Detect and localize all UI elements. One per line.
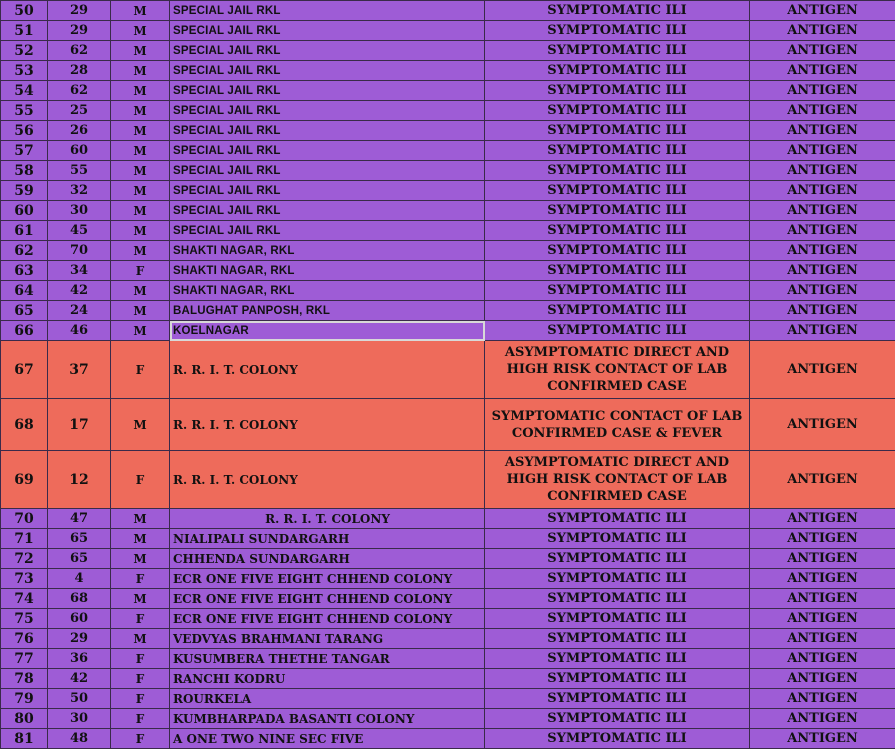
table-row bbox=[1, 341, 895, 399]
address-cell[interactable]: SPECIAL JAIL RKL bbox=[170, 81, 485, 101]
age-cell[interactable]: 30 bbox=[48, 709, 111, 729]
serial-number-cell[interactable]: 51 bbox=[1, 21, 48, 41]
test-type-cell[interactable]: ANTIGEN bbox=[750, 609, 895, 629]
address-cell[interactable]: ROURKELA bbox=[170, 689, 485, 709]
age-cell[interactable]: 47 bbox=[48, 509, 111, 529]
test-type-cell[interactable]: ANTIGEN bbox=[750, 201, 895, 221]
sex-cell[interactable]: M bbox=[111, 21, 170, 41]
table-row bbox=[1, 301, 895, 321]
address-cell[interactable]: SPECIAL JAIL RKL bbox=[170, 181, 485, 201]
serial-number-cell[interactable]: 67 bbox=[1, 341, 48, 399]
address-cell[interactable]: SPECIAL JAIL RKL bbox=[170, 61, 485, 81]
category-cell[interactable]: SYMPTOMATIC ILI bbox=[485, 101, 750, 121]
category-cell[interactable]: SYMPTOMATIC ILI bbox=[485, 21, 750, 41]
sex-cell[interactable]: M bbox=[111, 241, 170, 261]
serial-number-cell[interactable]: 81 bbox=[1, 729, 48, 749]
sex-cell[interactable]: F bbox=[111, 669, 170, 689]
age-cell[interactable]: 45 bbox=[48, 221, 111, 241]
address-cell[interactable]: CHHENDA SUNDARGARH bbox=[170, 549, 485, 569]
sex-cell[interactable]: F bbox=[111, 689, 170, 709]
address-cell[interactable]: R. R. I. T. COLONY bbox=[170, 399, 485, 451]
test-type-cell[interactable]: ANTIGEN bbox=[750, 569, 895, 589]
table-row bbox=[1, 41, 895, 61]
table-row bbox=[1, 181, 895, 201]
serial-number-cell[interactable]: 61 bbox=[1, 221, 48, 241]
age-cell[interactable]: 4 bbox=[48, 569, 111, 589]
serial-number-cell[interactable]: 63 bbox=[1, 261, 48, 281]
test-type-cell[interactable]: ANTIGEN bbox=[750, 181, 895, 201]
serial-number-cell[interactable]: 56 bbox=[1, 121, 48, 141]
test-type-cell[interactable]: ANTIGEN bbox=[750, 451, 895, 509]
test-type-cell[interactable]: ANTIGEN bbox=[750, 649, 895, 669]
age-cell[interactable]: 24 bbox=[48, 301, 111, 321]
test-type-cell[interactable]: ANTIGEN bbox=[750, 161, 895, 181]
serial-number-cell[interactable]: 73 bbox=[1, 569, 48, 589]
address-cell[interactable]: SPECIAL JAIL RKL bbox=[170, 21, 485, 41]
address-cell[interactable]: KUSUMBERA THETHE TANGAR bbox=[170, 649, 485, 669]
test-type-cell[interactable]: ANTIGEN bbox=[750, 1, 895, 21]
address-cell[interactable]: SPECIAL JAIL RKL bbox=[170, 41, 485, 61]
age-cell[interactable]: 29 bbox=[48, 629, 111, 649]
category-cell[interactable]: SYMPTOMATIC ILI bbox=[485, 241, 750, 261]
sex-cell[interactable]: M bbox=[111, 281, 170, 301]
serial-number-cell[interactable]: 70 bbox=[1, 509, 48, 529]
category-cell[interactable]: SYMPTOMATIC ILI bbox=[485, 161, 750, 181]
sex-cell[interactable]: M bbox=[111, 61, 170, 81]
category-cell[interactable]: SYMPTOMATIC ILI bbox=[485, 589, 750, 609]
category-cell[interactable]: SYMPTOMATIC ILI bbox=[485, 529, 750, 549]
table-row bbox=[1, 61, 895, 81]
test-type-cell[interactable]: ANTIGEN bbox=[750, 221, 895, 241]
age-cell[interactable]: 60 bbox=[48, 609, 111, 629]
address-cell[interactable]: R. R. I. T. COLONY bbox=[170, 451, 485, 509]
serial-number-cell[interactable]: 64 bbox=[1, 281, 48, 301]
address-cell[interactable]: ECR ONE FIVE EIGHT CHHEND COLONY bbox=[170, 589, 485, 609]
serial-number-cell[interactable]: 62 bbox=[1, 241, 48, 261]
table-row bbox=[1, 609, 895, 629]
category-cell[interactable]: SYMPTOMATIC ILI bbox=[485, 81, 750, 101]
age-cell[interactable]: 32 bbox=[48, 181, 111, 201]
address-cell[interactable]: SHAKTI NAGAR, RKL bbox=[170, 281, 485, 301]
category-cell[interactable]: SYMPTOMATIC CONTACT OF LAB CONFIRMED CASE & FEVER bbox=[485, 399, 750, 451]
address-cell[interactable]: RANCHI KODRU bbox=[170, 669, 485, 689]
age-cell[interactable]: 55 bbox=[48, 161, 111, 181]
table-row bbox=[1, 121, 895, 141]
age-cell[interactable]: 17 bbox=[48, 399, 111, 451]
test-type-cell[interactable]: ANTIGEN bbox=[750, 399, 895, 451]
table-row bbox=[1, 451, 895, 509]
table-row bbox=[1, 281, 895, 301]
category-cell[interactable]: SYMPTOMATIC ILI bbox=[485, 41, 750, 61]
category-cell[interactable]: SYMPTOMATIC ILI bbox=[485, 201, 750, 221]
sex-cell[interactable]: M bbox=[111, 589, 170, 609]
address-cell[interactable]: SHAKTI NAGAR, RKL bbox=[170, 241, 485, 261]
sex-cell[interactable]: M bbox=[111, 101, 170, 121]
sex-cell[interactable]: M bbox=[111, 509, 170, 529]
table-row bbox=[1, 21, 895, 41]
serial-number-cell[interactable]: 76 bbox=[1, 629, 48, 649]
age-cell[interactable]: 30 bbox=[48, 201, 111, 221]
sex-cell[interactable]: M bbox=[111, 399, 170, 451]
age-cell[interactable]: 65 bbox=[48, 549, 111, 569]
table-row bbox=[1, 81, 895, 101]
test-type-cell[interactable]: ANTIGEN bbox=[750, 549, 895, 569]
category-cell[interactable]: SYMPTOMATIC ILI bbox=[485, 709, 750, 729]
category-cell[interactable]: SYMPTOMATIC ILI bbox=[485, 121, 750, 141]
age-cell[interactable]: 60 bbox=[48, 141, 111, 161]
sex-cell[interactable]: F bbox=[111, 729, 170, 749]
address-cell[interactable]: SPECIAL JAIL RKL bbox=[170, 221, 485, 241]
address-cell[interactable]: KUMBHARPADA BASANTI COLONY bbox=[170, 709, 485, 729]
address-cell[interactable]: SPECIAL JAIL RKL bbox=[170, 1, 485, 21]
table-body bbox=[1, 1, 895, 749]
category-cell[interactable]: SYMPTOMATIC ILI bbox=[485, 569, 750, 589]
category-cell[interactable]: SYMPTOMATIC ILI bbox=[485, 321, 750, 341]
address-cell[interactable]: SPECIAL JAIL RKL bbox=[170, 201, 485, 221]
address-cell[interactable]: SPECIAL JAIL RKL bbox=[170, 121, 485, 141]
sex-cell[interactable]: F bbox=[111, 261, 170, 281]
age-cell[interactable]: 42 bbox=[48, 281, 111, 301]
table-row bbox=[1, 201, 895, 221]
table-row bbox=[1, 709, 895, 729]
test-type-cell[interactable]: ANTIGEN bbox=[750, 341, 895, 399]
test-type-cell[interactable]: ANTIGEN bbox=[750, 241, 895, 261]
age-cell[interactable]: 42 bbox=[48, 669, 111, 689]
category-cell[interactable]: ASYMPTOMATIC DIRECT AND HIGH RISK CONTACT OF LAB CONFIRMED CASE bbox=[485, 341, 750, 399]
category-cell[interactable]: ASYMPTOMATIC DIRECT AND HIGH RISK CONTACT OF LAB CONFIRMED CASE bbox=[485, 451, 750, 509]
sex-cell[interactable]: M bbox=[111, 161, 170, 181]
address-cell[interactable]: R. R. I. T. COLONY bbox=[170, 509, 485, 529]
table-row bbox=[1, 161, 895, 181]
test-type-cell[interactable]: ANTIGEN bbox=[750, 101, 895, 121]
age-cell[interactable]: 28 bbox=[48, 61, 111, 81]
table-row bbox=[1, 569, 895, 589]
serial-number-cell[interactable]: 65 bbox=[1, 301, 48, 321]
age-cell[interactable]: 46 bbox=[48, 321, 111, 341]
serial-number-cell[interactable]: 71 bbox=[1, 529, 48, 549]
age-cell[interactable]: 26 bbox=[48, 121, 111, 141]
age-cell[interactable]: 25 bbox=[48, 101, 111, 121]
address-cell[interactable]: SPECIAL JAIL RKL bbox=[170, 141, 485, 161]
table-row bbox=[1, 261, 895, 281]
table-row bbox=[1, 529, 895, 549]
table-row bbox=[1, 629, 895, 649]
address-cell[interactable]: A ONE TWO NINE SEC FIVE bbox=[170, 729, 485, 749]
sex-cell[interactable]: M bbox=[111, 301, 170, 321]
sex-cell[interactable]: F bbox=[111, 649, 170, 669]
category-cell[interactable]: SYMPTOMATIC ILI bbox=[485, 689, 750, 709]
age-cell[interactable]: 36 bbox=[48, 649, 111, 669]
category-cell[interactable]: SYMPTOMATIC ILI bbox=[485, 301, 750, 321]
table-row bbox=[1, 549, 895, 569]
sex-cell[interactable]: F bbox=[111, 569, 170, 589]
category-cell[interactable]: SYMPTOMATIC ILI bbox=[485, 729, 750, 749]
test-type-cell[interactable]: ANTIGEN bbox=[750, 709, 895, 729]
table-row bbox=[1, 241, 895, 261]
test-type-cell[interactable]: ANTIGEN bbox=[750, 121, 895, 141]
test-type-cell[interactable]: ANTIGEN bbox=[750, 729, 895, 749]
serial-number-cell[interactable]: 58 bbox=[1, 161, 48, 181]
category-cell[interactable]: SYMPTOMATIC ILI bbox=[485, 669, 750, 689]
serial-number-cell[interactable]: 50 bbox=[1, 1, 48, 21]
table-row bbox=[1, 649, 895, 669]
serial-number-cell[interactable]: 77 bbox=[1, 649, 48, 669]
address-cell[interactable]: VEDVYAS BRAHMANI TARANG bbox=[170, 629, 485, 649]
sex-cell[interactable]: M bbox=[111, 1, 170, 21]
test-type-cell[interactable]: ANTIGEN bbox=[750, 21, 895, 41]
category-cell[interactable]: SYMPTOMATIC ILI bbox=[485, 649, 750, 669]
table-row bbox=[1, 221, 895, 241]
category-cell[interactable]: SYMPTOMATIC ILI bbox=[485, 61, 750, 81]
category-cell[interactable]: SYMPTOMATIC ILI bbox=[485, 629, 750, 649]
serial-number-cell[interactable]: 53 bbox=[1, 61, 48, 81]
test-type-cell[interactable]: ANTIGEN bbox=[750, 669, 895, 689]
category-cell[interactable]: SYMPTOMATIC ILI bbox=[485, 609, 750, 629]
sex-cell[interactable]: F bbox=[111, 609, 170, 629]
sex-cell[interactable]: M bbox=[111, 41, 170, 61]
category-cell[interactable]: SYMPTOMATIC ILI bbox=[485, 181, 750, 201]
table-row bbox=[1, 729, 895, 749]
table-row bbox=[1, 321, 895, 341]
serial-number-cell[interactable]: 69 bbox=[1, 451, 48, 509]
age-cell[interactable]: 62 bbox=[48, 81, 111, 101]
serial-number-cell[interactable]: 60 bbox=[1, 201, 48, 221]
test-type-cell[interactable]: ANTIGEN bbox=[750, 261, 895, 281]
test-type-cell[interactable]: ANTIGEN bbox=[750, 281, 895, 301]
category-cell[interactable]: SYMPTOMATIC ILI bbox=[485, 261, 750, 281]
sex-cell[interactable]: M bbox=[111, 81, 170, 101]
serial-number-cell[interactable]: 66 bbox=[1, 321, 48, 341]
test-type-cell[interactable]: ANTIGEN bbox=[750, 301, 895, 321]
serial-number-cell[interactable]: 78 bbox=[1, 669, 48, 689]
address-cell[interactable]: KOELNAGAR bbox=[170, 321, 485, 341]
age-cell[interactable]: 70 bbox=[48, 241, 111, 261]
table-row bbox=[1, 589, 895, 609]
table-row bbox=[1, 101, 895, 121]
table-row bbox=[1, 509, 895, 529]
age-cell[interactable]: 29 bbox=[48, 21, 111, 41]
serial-number-cell[interactable]: 55 bbox=[1, 101, 48, 121]
test-type-cell[interactable]: ANTIGEN bbox=[750, 529, 895, 549]
age-cell[interactable]: 48 bbox=[48, 729, 111, 749]
sex-cell[interactable]: M bbox=[111, 629, 170, 649]
test-type-cell[interactable]: ANTIGEN bbox=[750, 629, 895, 649]
table-row bbox=[1, 141, 895, 161]
sex-cell[interactable]: M bbox=[111, 181, 170, 201]
sex-cell[interactable]: M bbox=[111, 529, 170, 549]
address-cell[interactable]: SPECIAL JAIL RKL bbox=[170, 101, 485, 121]
age-cell[interactable]: 65 bbox=[48, 529, 111, 549]
age-cell[interactable]: 68 bbox=[48, 589, 111, 609]
address-cell[interactable]: R. R. I. T. COLONY bbox=[170, 341, 485, 399]
serial-number-cell[interactable]: 59 bbox=[1, 181, 48, 201]
test-type-cell[interactable]: ANTIGEN bbox=[750, 589, 895, 609]
category-cell[interactable]: SYMPTOMATIC ILI bbox=[485, 281, 750, 301]
address-cell[interactable]: ECR ONE FIVE EIGHT CHHEND COLONY bbox=[170, 569, 485, 589]
table-row bbox=[1, 1, 895, 21]
age-cell[interactable]: 34 bbox=[48, 261, 111, 281]
sex-cell[interactable]: M bbox=[111, 221, 170, 241]
serial-number-cell[interactable]: 52 bbox=[1, 41, 48, 61]
age-cell[interactable]: 62 bbox=[48, 41, 111, 61]
age-cell[interactable]: 12 bbox=[48, 451, 111, 509]
serial-number-cell[interactable]: 75 bbox=[1, 609, 48, 629]
sex-cell[interactable]: F bbox=[111, 451, 170, 509]
test-type-cell[interactable]: ANTIGEN bbox=[750, 141, 895, 161]
serial-number-cell[interactable]: 72 bbox=[1, 549, 48, 569]
table-row bbox=[1, 689, 895, 709]
address-cell[interactable]: NIALIPALI SUNDARGARH bbox=[170, 529, 485, 549]
test-type-cell[interactable]: ANTIGEN bbox=[750, 41, 895, 61]
serial-number-cell[interactable]: 79 bbox=[1, 689, 48, 709]
test-type-cell[interactable]: ANTIGEN bbox=[750, 689, 895, 709]
address-cell[interactable]: ECR ONE FIVE EIGHT CHHEND COLONY bbox=[170, 609, 485, 629]
test-type-cell[interactable]: ANTIGEN bbox=[750, 321, 895, 341]
sex-cell[interactable]: M bbox=[111, 141, 170, 161]
table-row bbox=[1, 669, 895, 689]
category-cell[interactable]: SYMPTOMATIC ILI bbox=[485, 1, 750, 21]
serial-number-cell[interactable]: 54 bbox=[1, 81, 48, 101]
serial-number-cell[interactable]: 74 bbox=[1, 589, 48, 609]
sex-cell[interactable]: M bbox=[111, 321, 170, 341]
serial-number-cell[interactable]: 80 bbox=[1, 709, 48, 729]
test-type-cell[interactable]: ANTIGEN bbox=[750, 81, 895, 101]
sex-cell[interactable]: F bbox=[111, 709, 170, 729]
category-cell[interactable]: SYMPTOMATIC ILI bbox=[485, 549, 750, 569]
sex-cell[interactable]: M bbox=[111, 201, 170, 221]
sex-cell[interactable]: M bbox=[111, 549, 170, 569]
sex-cell[interactable]: F bbox=[111, 341, 170, 399]
category-cell[interactable]: SYMPTOMATIC ILI bbox=[485, 141, 750, 161]
address-cell[interactable]: SPECIAL JAIL RKL bbox=[170, 161, 485, 181]
serial-number-cell[interactable]: 68 bbox=[1, 399, 48, 451]
sex-cell[interactable]: M bbox=[111, 121, 170, 141]
category-cell[interactable]: SYMPTOMATIC ILI bbox=[485, 509, 750, 529]
age-cell[interactable]: 29 bbox=[48, 1, 111, 21]
test-type-cell[interactable]: ANTIGEN bbox=[750, 509, 895, 529]
serial-number-cell[interactable]: 57 bbox=[1, 141, 48, 161]
table-row bbox=[1, 399, 895, 451]
test-type-cell[interactable]: ANTIGEN bbox=[750, 61, 895, 81]
address-cell[interactable]: SHAKTI NAGAR, RKL bbox=[170, 261, 485, 281]
address-cell[interactable]: BALUGHAT PANPOSH, RKL bbox=[170, 301, 485, 321]
age-cell[interactable]: 37 bbox=[48, 341, 111, 399]
category-cell[interactable]: SYMPTOMATIC ILI bbox=[485, 221, 750, 241]
age-cell[interactable]: 50 bbox=[48, 689, 111, 709]
